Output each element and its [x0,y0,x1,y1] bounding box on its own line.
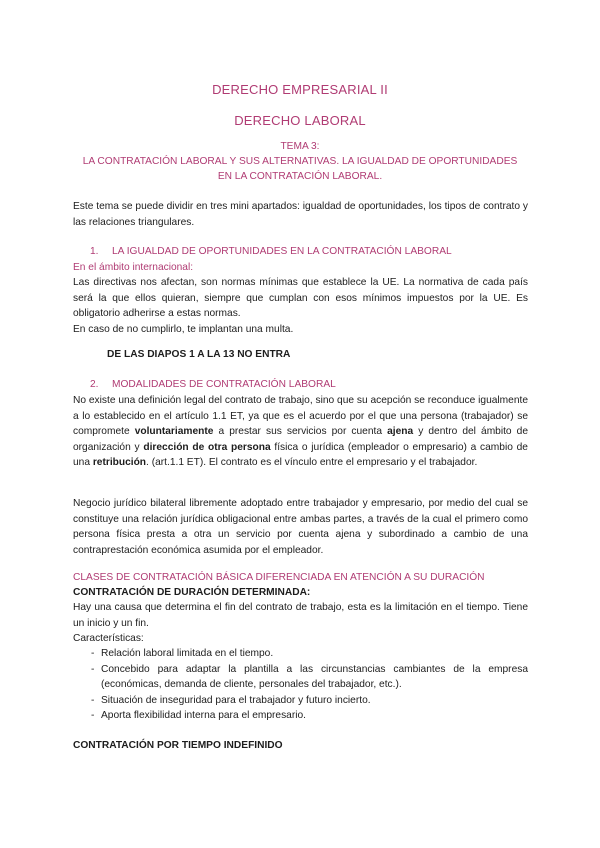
bullet-dash: - [91,710,95,722]
definition-text-5: . (art.1.1 ET). El contrato es el vínculo entre el empresario y el trabajador. [146,457,478,469]
definition-bold-ajena: ajena [387,426,414,438]
section1-heading [90,244,530,260]
bullet-dash: - [91,648,95,659]
bullet-dash: - [91,663,95,675]
section2-heading [90,377,530,393]
list-item [73,646,528,662]
list-item [73,693,528,709]
determined-duration-paragraph: Hay una causa que determina el fin del contrato de trabajo, esta es la limitación en el tiempo. Tiene un inicio y un fin. [73,602,528,629]
section2-number: 2. [90,379,99,390]
section1-subheading: En el ámbito internacional: [73,262,194,273]
subject-title: DERECHO LABORAL [234,113,366,128]
bullet-dash: - [91,694,95,706]
list-item-text: Situación de inseguridad para el trabajador y futuro incierto. [101,694,371,706]
section2-heading-text: MODALIDADES DE CONTRATACIÓN LABORAL [112,379,336,390]
intro-paragraph: Este tema se puede dividir en tres mini apartados: igualdad de oportunidades, los tipos de contrato y las relaciones triangulares. [73,201,528,228]
topic-title-line2: EN LA CONTRATACIÓN LABORAL. [217,171,383,182]
definition-text-3: y dentro del ámbito de organización y [73,426,529,453]
legal-business-paragraph: Negocio jurídico bilateral libremente adoptado entre trabajador y empresario, por medio del cual se constituye una relación jurídica obligacional entre ambas partes, a través de la cual el primero como persona física presta a otra un servicio por cuenta ajena y subordinado a cambio de una contraprestación económica asumida por el empleador. [73,498,528,556]
section1-paragraph2: En caso de no cumplirlo, te implantan una multa. [73,324,294,335]
classes-heading: CLASES DE CONTRATACIÓN BÁSICA DIFERENCIADA EN ATENCIÓN A SU DURACIÓN [73,572,485,583]
list-item [73,662,528,693]
features-label: Características: [73,633,144,644]
definition-text-2: a prestar sus servicios por cuenta [213,426,388,438]
section1-paragraph: Las directivas nos afectan, son normas mínimas que establece la UE. La normativa de cada país será la que ellos quieran, siempre que cumplan con esos mínimos impuestos por la UE. Es obligatorio adherirse a estas normas. [73,277,528,320]
determined-duration-title: CONTRATACIÓN DE DURACIÓN DETERMINADA: [73,587,311,598]
list-item-text: Relación laboral limitada en el tiempo. [101,648,274,659]
indefinite-duration-title: CONTRATACIÓN POR TIEMPO INDEFINIDO [73,740,283,751]
course-title: DERECHO EMPRESARIAL II [212,82,388,97]
definition-bold-voluntariamente: voluntariamente [134,426,214,438]
definition-text-1: No existe una definición legal del contrato de trabajo, sino que su acepción se reconduce igualmente a lo establecido en el artículo 1.1 ET, ya que es el acuerdo por el que una persona (trabajador) se compromete [73,395,528,438]
list-item [73,708,528,724]
section1-note: DE LAS DIAPOS 1 A LA 13 NO ENTRA [107,349,291,360]
list-item-text: Concebido para adaptar la plantilla a las circunstancias cambiantes de la empresa (económicas, demanda de cliente, personales del trabajador, etc.). [101,663,528,691]
definition-bold-direccion: dirección de otra persona [143,441,271,453]
topic-label: TEMA 3: [280,141,320,152]
list-item-text: Aporta flexibilidad interna para el empresario. [101,710,306,722]
features-list [73,646,528,724]
section1-heading-text: LA IGUALDAD DE OPORTUNIDADES EN LA CONTRATACIÓN LABORAL [112,246,452,257]
topic-title-line1: LA CONTRATACIÓN LABORAL Y SUS ALTERNATIVAS. LA IGUALDAD DE OPORTUNIDADES [82,156,518,167]
definition-text-4: física o jurídica (empleador o empresario) a cambio de una [73,441,528,469]
section1-number: 1. [90,246,99,257]
definition-bold-retribucion: retribución [92,457,147,469]
contract-definition-paragraph [73,393,528,471]
